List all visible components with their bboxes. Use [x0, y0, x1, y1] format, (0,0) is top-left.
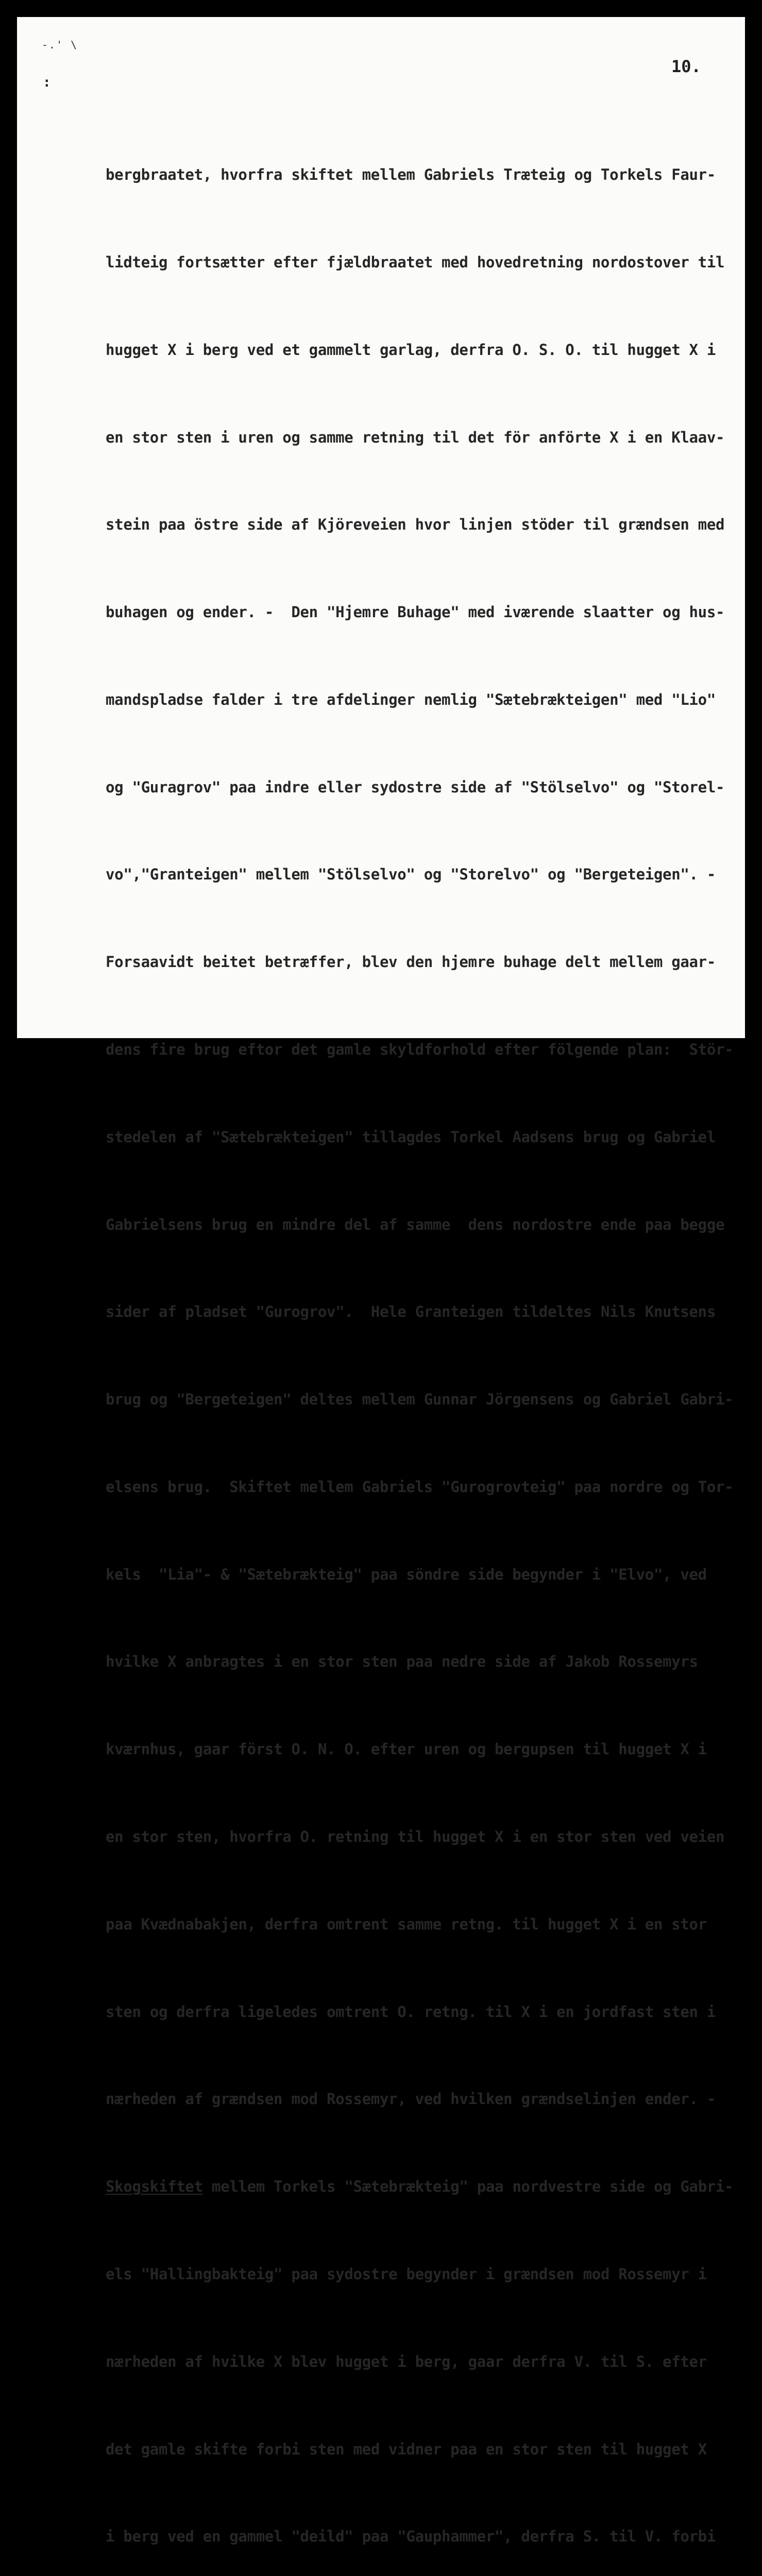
text-line: en stor sten i uren og samme retning til det för anförte X i en Klaav-: [106, 428, 725, 446]
text-line: i berg ved en gammel "deild" paa "Gauphammer", derfra S. til V. forbi: [106, 2528, 716, 2546]
text-line: mandspladse falder i tre afdelinger nemlig "Sætebrækteigen" med "Lio": [106, 690, 716, 708]
text-line: bergbraatet, hvorfra skiftet mellem Gabriels Træteig og Torkels Faur-: [106, 166, 716, 184]
text-line: kels "Lia"- & "Sætebrækteig" paa söndre side begynder i "Elvo", ved: [106, 1565, 707, 1583]
text-line: en stor sten, hvorfra O. retning til hugget X i en stor sten ved veien: [106, 1828, 725, 1846]
text-line: sten og derfra ligeledes omtrent O. retng. til X i en jordfast sten i: [106, 2003, 716, 2021]
text-line: stedelen af "Sætebrækteigen" tillagdes Torkel Aadsens brug og Gabriel: [106, 1128, 716, 1146]
text-line: kværnhus, gaar först O. N. O. efter uren og bergupsen til hugget X i: [106, 1740, 707, 1758]
text-line: Forsaavidt beitet betræffer, blev den hjemre buhage delt mellem gaar-: [106, 953, 716, 971]
text-line-remainder: mellem Torkels "Sætebrækteig" paa nordvestre side og Gabri-: [202, 2178, 734, 2196]
corner-marks: -.' \: [42, 39, 78, 51]
text-line: sider af pladset "Gurogrov". Hele Granteigen tildeltes Nils Knutsens: [106, 1303, 716, 1321]
text-line: brug og "Bergeteigen" deltes mellem Gunnar Jörgensens og Gabriel Gabri-: [106, 1391, 734, 1409]
text-line: els "Hallingbakteig" paa sydostre begynder i grændsen mod Rossemyr i: [106, 2265, 707, 2283]
text-line: elsens brug. Skiftet mellem Gabriels "Gurogrovteig" paa nordre og Tor-: [106, 1478, 734, 1496]
text-line: paa Kvædnabakjen, derfra omtrent samme retng. til hugget X i en stor: [106, 1915, 707, 1933]
text-line: hvilke X anbragtes i en stor sten paa nedre side af Jakob Rossemyrs: [106, 1653, 698, 1671]
text-line: hugget X i berg ved et gammelt garlag, derfra O. S. O. til hugget X i: [106, 341, 716, 359]
text-line-skogskiftet: [106, 2172, 742, 2201]
text-line: dens fire brug eftor det gamle skyldforhold efter fölgende plan: Stör-: [106, 1041, 734, 1058]
text-line: nærheden af grændsen mod Rossemyr, ved hvilken grændselinjen ender. -: [106, 2090, 716, 2108]
text-line: vo","Granteigen" mellem "Stölselvo" og "Storelvo" og "Bergeteigen". -: [106, 866, 716, 884]
text-line: det gamle skifte forbi sten med vidner paa en stor sten til hugget X: [106, 2440, 707, 2458]
text-line: buhagen og ender. - Den "Hjemre Buhage" med iværende slaatter og hus-: [106, 603, 725, 621]
underlined-heading-word: Skogskiftet: [106, 2178, 203, 2196]
document-page: [17, 17, 745, 2546]
page-number: 10.: [671, 57, 701, 76]
text-line: Gabrielsens brug en mindre del af samme dens nordostre ende paa begge: [106, 1215, 725, 1233]
side-mark: :: [43, 75, 51, 90]
text-line: og "Guragrov" paa indre eller sydostre side af "Stölselvo" og "Storel-: [106, 778, 725, 796]
typewritten-body: [106, 102, 742, 2576]
text-line: nærheden af hvilke X blev hugget i berg, gaar derfra V. til S. efter: [106, 2352, 707, 2370]
text-line: stein paa östre side af Kjöreveien hvor linjen stöder til grændsen med: [106, 516, 725, 534]
text-line: lidteig fortsætter efter fjældbraatet med hovedretning nordostover til: [106, 253, 725, 271]
